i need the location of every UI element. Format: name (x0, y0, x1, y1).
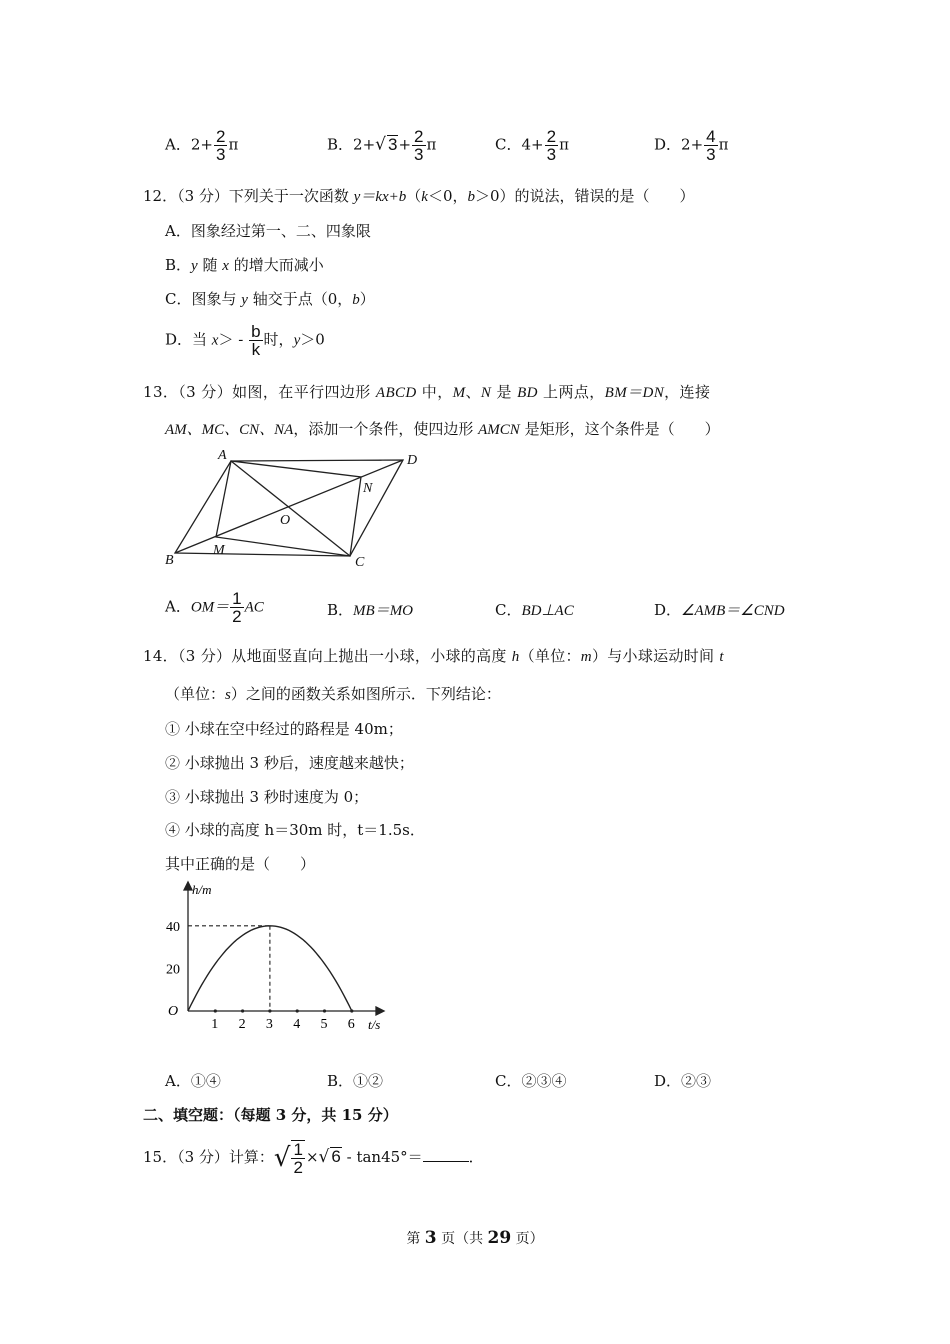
label-m: M (213, 543, 225, 558)
radical-sign: √ (318, 1147, 330, 1167)
q13-stem-line2 (165, 418, 720, 439)
q13-text: ，连接 (664, 383, 711, 401)
denominator: k (251, 340, 261, 359)
quadrilateral-amcn (216, 461, 361, 556)
answer-blank[interactable] (423, 1147, 469, 1162)
option-text: D．②③ (654, 1072, 712, 1090)
numerator: 1 (232, 589, 242, 608)
option-letter: A． (165, 135, 191, 154)
q13-amcn: AMCN (478, 422, 520, 438)
times: × (305, 1148, 319, 1166)
height-time-chart (158, 878, 398, 1038)
pi: π (426, 135, 437, 154)
q12-equation: y＝kx+b (353, 189, 407, 205)
denominator: 2 (232, 607, 242, 626)
q12c-b: 轴交于点（0， (247, 290, 353, 308)
q14-text: ）与小球运动时间 (591, 647, 720, 665)
q14-option-c (495, 1070, 566, 1091)
q13-text: 是 (491, 383, 518, 401)
statement-text: ② 小球抛出 3 秒后，速度越来越快； (165, 754, 414, 772)
label-a: A (218, 448, 227, 463)
origin-label: O (168, 1004, 179, 1019)
q12-b: b (467, 189, 476, 205)
option-text: B．①② (327, 1072, 384, 1090)
page-footer (0, 1228, 950, 1248)
q12d-b: ＞ - (218, 330, 249, 349)
option-letter: C． (495, 601, 522, 619)
q11-option-c (495, 128, 569, 163)
q13b-text: MB＝MO (353, 603, 414, 619)
x-tick-label: 6 (347, 1017, 355, 1032)
x-tick-mark (241, 1009, 244, 1012)
option-letter: A． (165, 597, 191, 616)
denominator: 3 (706, 145, 716, 164)
footer-text: 页） (511, 1231, 544, 1247)
q14-text: ）之间的函数关系如图所示．下列结论： (230, 685, 501, 703)
q12-option-b (165, 254, 324, 275)
y-tick-label: 40 (166, 919, 180, 935)
q11c-pre: 4+ (521, 135, 544, 154)
q12-stem-text: 12．（3 分）下列关于一次函数 (143, 187, 354, 205)
radical-sign: √ (273, 1143, 291, 1173)
q13-sep: 、 (465, 383, 481, 401)
y-tick-label: 20 (166, 962, 180, 978)
q14-text: （单位： (519, 647, 581, 665)
q12b-end: 的增大而减小 (228, 256, 324, 274)
q13-option-c (495, 599, 574, 620)
q12b-mid: 随 (197, 256, 223, 274)
var-y: y (293, 332, 301, 349)
var-y: y (191, 258, 198, 274)
var-h: h (511, 649, 520, 665)
q13-text: ，添加一个条件，使四边形 (293, 420, 479, 438)
q13-text: 13．（3 分）如图，在平行四边形 (143, 383, 376, 401)
numerator: 4 (706, 127, 716, 146)
parallelogram-figure (160, 446, 430, 576)
x-tick-label: 4 (293, 1017, 301, 1032)
q12d-d: ＞0 (300, 330, 325, 349)
x-tick-label: 3 (265, 1017, 273, 1032)
q12-option-a (165, 220, 371, 241)
q11b-fraction (412, 128, 425, 163)
q15-text: 15．（3 分）计算： (143, 1148, 274, 1166)
q13-text: 中， (416, 383, 453, 401)
q13-option-a (165, 590, 264, 625)
y-axis-label: h/m (192, 882, 212, 897)
q12d-c: 时， (263, 330, 294, 349)
label-b: B (165, 553, 174, 568)
x-tick-label: 2 (238, 1017, 246, 1032)
footer-text: 第 (406, 1231, 425, 1247)
q12-k: k (421, 189, 428, 205)
statement-text: ③ 小球抛出 3 秒时速度为 0； (165, 788, 369, 806)
q11b-pre: 2+ (353, 135, 376, 154)
option-letter: B． (327, 135, 354, 154)
x-axis-arrow-icon (376, 1007, 384, 1015)
x-tick-label: 1 (211, 1017, 219, 1032)
q13a-post: AC (244, 599, 264, 616)
q11a-fraction (214, 128, 227, 163)
page-number: 3 (424, 1228, 437, 1248)
q12-a-text: A．图象经过第一、二、四象限 (165, 222, 371, 240)
q12-option-d (165, 323, 325, 358)
q14-statement-3 (165, 786, 368, 807)
denominator: 3 (546, 145, 557, 164)
numerator: 2 (414, 127, 424, 146)
q14-stem-line1 (143, 645, 724, 666)
q13-segments: AM、MC、CN、NA (165, 422, 294, 438)
q13-option-d (654, 599, 785, 620)
x-tick-label: 5 (320, 1017, 328, 1032)
q12d-a: D．当 (165, 330, 212, 349)
pi: π (228, 135, 239, 154)
q14-statement-4 (165, 819, 425, 840)
footer-text: 页（共 (436, 1231, 488, 1247)
option-letter: D． (654, 601, 682, 619)
section-title: 二、填空题：（每题 3 分，共 15 分） (143, 1106, 398, 1124)
q13-n: N (480, 385, 492, 401)
denominator: 2 (293, 1158, 303, 1177)
label-o: O (280, 513, 291, 528)
q12c-c: ） (359, 290, 375, 308)
denominator: 3 (215, 145, 226, 164)
q14-statement-2 (165, 752, 414, 773)
radicand: 6 (331, 1147, 341, 1166)
var-t: t (719, 649, 724, 665)
q14-option-d (654, 1070, 711, 1091)
label-c: C (355, 555, 365, 570)
q13a-pre: OM＝ (190, 599, 230, 616)
q13-text: 上两点， (537, 383, 605, 401)
q12-option-c (165, 288, 375, 309)
q11-option-a (165, 128, 238, 163)
option-letter: D． (654, 135, 682, 154)
q11a-pre: 2+ (190, 135, 213, 154)
option-letter: B． (327, 601, 354, 619)
q11d-fraction (704, 128, 717, 163)
q15-stem (143, 1140, 484, 1176)
q15-end: ． (468, 1148, 484, 1166)
q13d-text: ∠AMB＝∠CND (681, 603, 785, 619)
option-letter: C． (495, 135, 522, 154)
denominator: 3 (414, 145, 424, 164)
numerator: 2 (215, 127, 226, 146)
var-y: y (241, 292, 248, 308)
q14-option-b (327, 1070, 383, 1091)
x-tick-mark (214, 1009, 217, 1012)
unit-s: s (225, 687, 231, 703)
numerator: 1 (293, 1140, 303, 1159)
q13-text: 是矩形，这个条件是（ ） (519, 420, 720, 438)
radical-sign: √ (375, 134, 386, 155)
numerator: 2 (546, 127, 557, 146)
label-d: D (407, 453, 418, 468)
question-text: 其中正确的是（ ） (165, 855, 316, 873)
option-letter: B． (165, 256, 192, 274)
section-heading (143, 1104, 398, 1125)
q12-cond: ＜0， (427, 187, 468, 205)
option-text: C．②③④ (495, 1072, 567, 1090)
plus: + (398, 135, 412, 154)
q13-stem-line1 (143, 381, 710, 402)
q13-bd: BD (517, 385, 538, 401)
q14-option-a (165, 1070, 221, 1091)
q13-abcd: ABCD (375, 385, 417, 401)
q13-bm-dn: BM＝DN (604, 385, 665, 401)
q12-stem (143, 185, 695, 206)
q14-statement-1 (165, 718, 403, 739)
statement-text: ④ 小球的高度 h＝30m 时，t＝1.5s． (165, 821, 425, 839)
q13c-text: BD⊥AC (521, 603, 574, 619)
q11d-pre: 2+ (681, 135, 704, 154)
q12-paren: （ (406, 187, 422, 205)
statement-text: ① 小球在空中经过的路程是 40m； (165, 720, 403, 738)
q14-question (165, 853, 315, 874)
radicand: 3 (388, 134, 398, 154)
var-x: x (222, 258, 229, 274)
y-axis-arrow-icon (184, 882, 192, 890)
x-axis-label: t/s (368, 1017, 381, 1032)
pi: π (559, 135, 569, 154)
var-x: x (211, 332, 219, 349)
x-tick-mark (296, 1009, 299, 1012)
var-b: b (352, 292, 360, 308)
total-pages: 29 (487, 1228, 512, 1248)
q13-option-b (327, 599, 413, 620)
q12d-fraction (249, 323, 262, 358)
q14-text: 14．（3 分）从地面竖直向上抛出一小球，小球的高度 (143, 647, 512, 665)
pi: π (718, 135, 729, 154)
q13a-fraction (230, 590, 243, 625)
x-tick-mark (323, 1009, 326, 1012)
q11-option-b (327, 128, 436, 163)
q11c-fraction (545, 128, 558, 163)
numerator: b (251, 322, 261, 341)
q11-option-d (654, 128, 728, 163)
q15-fraction (291, 1140, 304, 1176)
label-n: N (363, 481, 373, 496)
q14-text: （单位： (165, 685, 226, 703)
q13-m: M (452, 385, 466, 401)
q12-stem-end: ＞0）的说法，错误的是（ ） (475, 187, 695, 205)
q14-stem-line2 (165, 683, 501, 704)
option-text: A．①④ (165, 1072, 221, 1090)
unit-m: m (580, 649, 592, 665)
q15-text: - tan45°＝ (341, 1148, 423, 1166)
q12c-a: C．图象与 (165, 290, 242, 308)
